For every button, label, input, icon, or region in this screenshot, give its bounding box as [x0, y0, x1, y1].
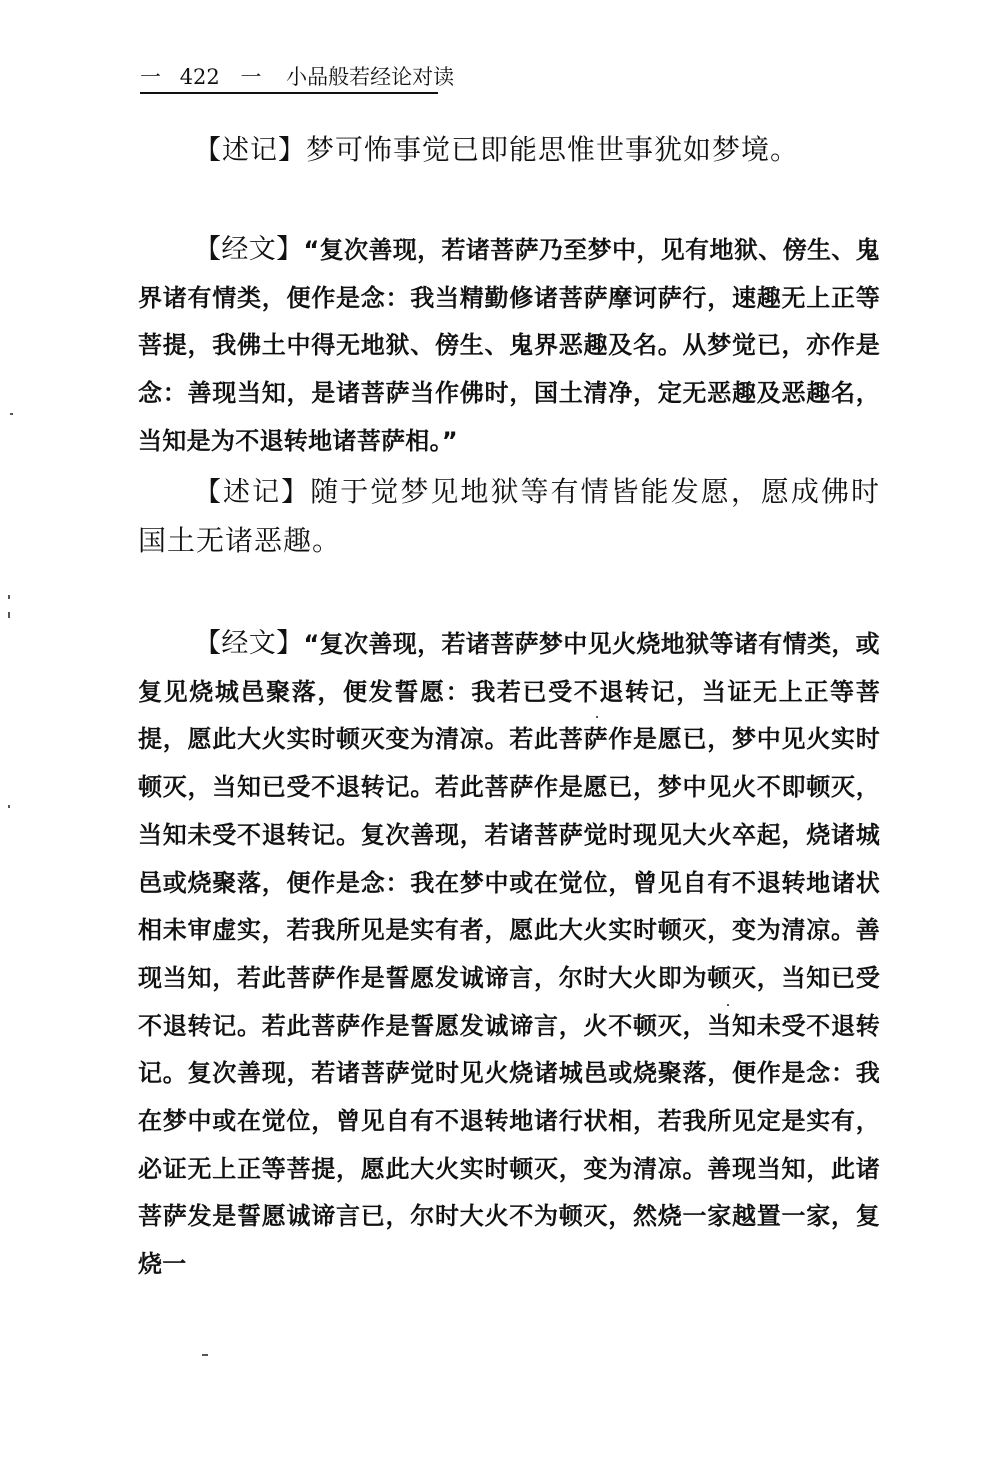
sutra-paragraph [138, 226, 880, 466]
commentary-paragraph [138, 126, 880, 175]
section-tag: 【述记】 [194, 477, 311, 508]
scan-speck [8, 612, 10, 618]
book-title: 小品般若经论对读 [286, 65, 455, 89]
header-rule [140, 92, 438, 94]
sutra-block-2 [138, 620, 880, 1289]
scan-speck [8, 805, 10, 808]
commentary-paragraph [138, 468, 880, 565]
section-tag: 【经文】 [194, 628, 304, 659]
paragraph-text: “复次善现，若诸菩萨乃至梦中，见有地狱、傍生、鬼界诸有情类，便作是念：我当精勤修诸菩萨摩诃萨行，速趣无上正等菩提，我佛土中得无地狱、傍生、鬼界恶趣及名。从梦觉已，亦作是念：善现当知，是诸菩萨当作佛时，国土清净，定无恶趣及恶趣名，当知是为不退转地诸菩萨相。” [138, 236, 880, 455]
header-dash-right: 一 [240, 65, 262, 89]
section-tag: 【述记】 [194, 135, 306, 166]
page-number: 422 [179, 65, 220, 89]
scan-speck [202, 1354, 208, 1356]
section-tag: 【经文】 [194, 234, 304, 265]
commentary-block-2 [138, 468, 880, 565]
sutra-paragraph [138, 620, 880, 1289]
paragraph-text: 梦可怖事觉已即能思惟世事犹如梦境。 [306, 133, 800, 166]
scan-speck [727, 1004, 729, 1006]
paragraph-text: “复次善现，若诸菩萨梦中见火烧地狱等诸有情类，或复见烧城邑聚落，便发誓愿：我若已受不退转记，当证无上正等菩提，愿此大火实时顿灭变为清凉。若此菩萨作是愿已，梦中见火实时顿灭，当知已受不退转记。若此菩萨作是愿已，梦中见火不即顿灭，当知未受不退转记。复次善现，若诸菩萨觉时现见大火卒起，烧诸城邑或烧聚落，便作是念：我在梦中或在觉位，曾见自有不退转地诸状相未审虚实，若我所见是实有者，愿此大火实时顿灭，变为清凉。善现当知，若此菩萨作是誓愿发诚谛言，尔时大火即为顿灭，当知已受不退转记。若此菩萨作是誓愿发诚谛言，火不顿灭，当知未受不退转记。复次善现，若诸菩萨觉时见火烧诸城邑或烧聚落，便作是念：我在梦中或在觉位，曾见自有不退转地诸行状相，若我所见定是实有，必证无上正等菩提，愿此大火实时顿灭，变为清凉。善现当知，此诸菩萨发是誓愿诚谛言已，尔时大火不为顿灭，然烧一家越置一家，复烧一 [138, 630, 880, 1279]
commentary-block-1 [138, 126, 880, 175]
scan-speck [596, 716, 598, 718]
running-header [140, 62, 455, 92]
scan-speck [8, 595, 10, 599]
scan-speck [10, 413, 13, 415]
sutra-block-1 [138, 226, 880, 466]
paragraph-text: 随于觉梦见地狱等有情皆能发愿，愿成佛时国土无诸恶趣。 [138, 475, 880, 557]
header-dash-left: 一 [140, 65, 161, 89]
